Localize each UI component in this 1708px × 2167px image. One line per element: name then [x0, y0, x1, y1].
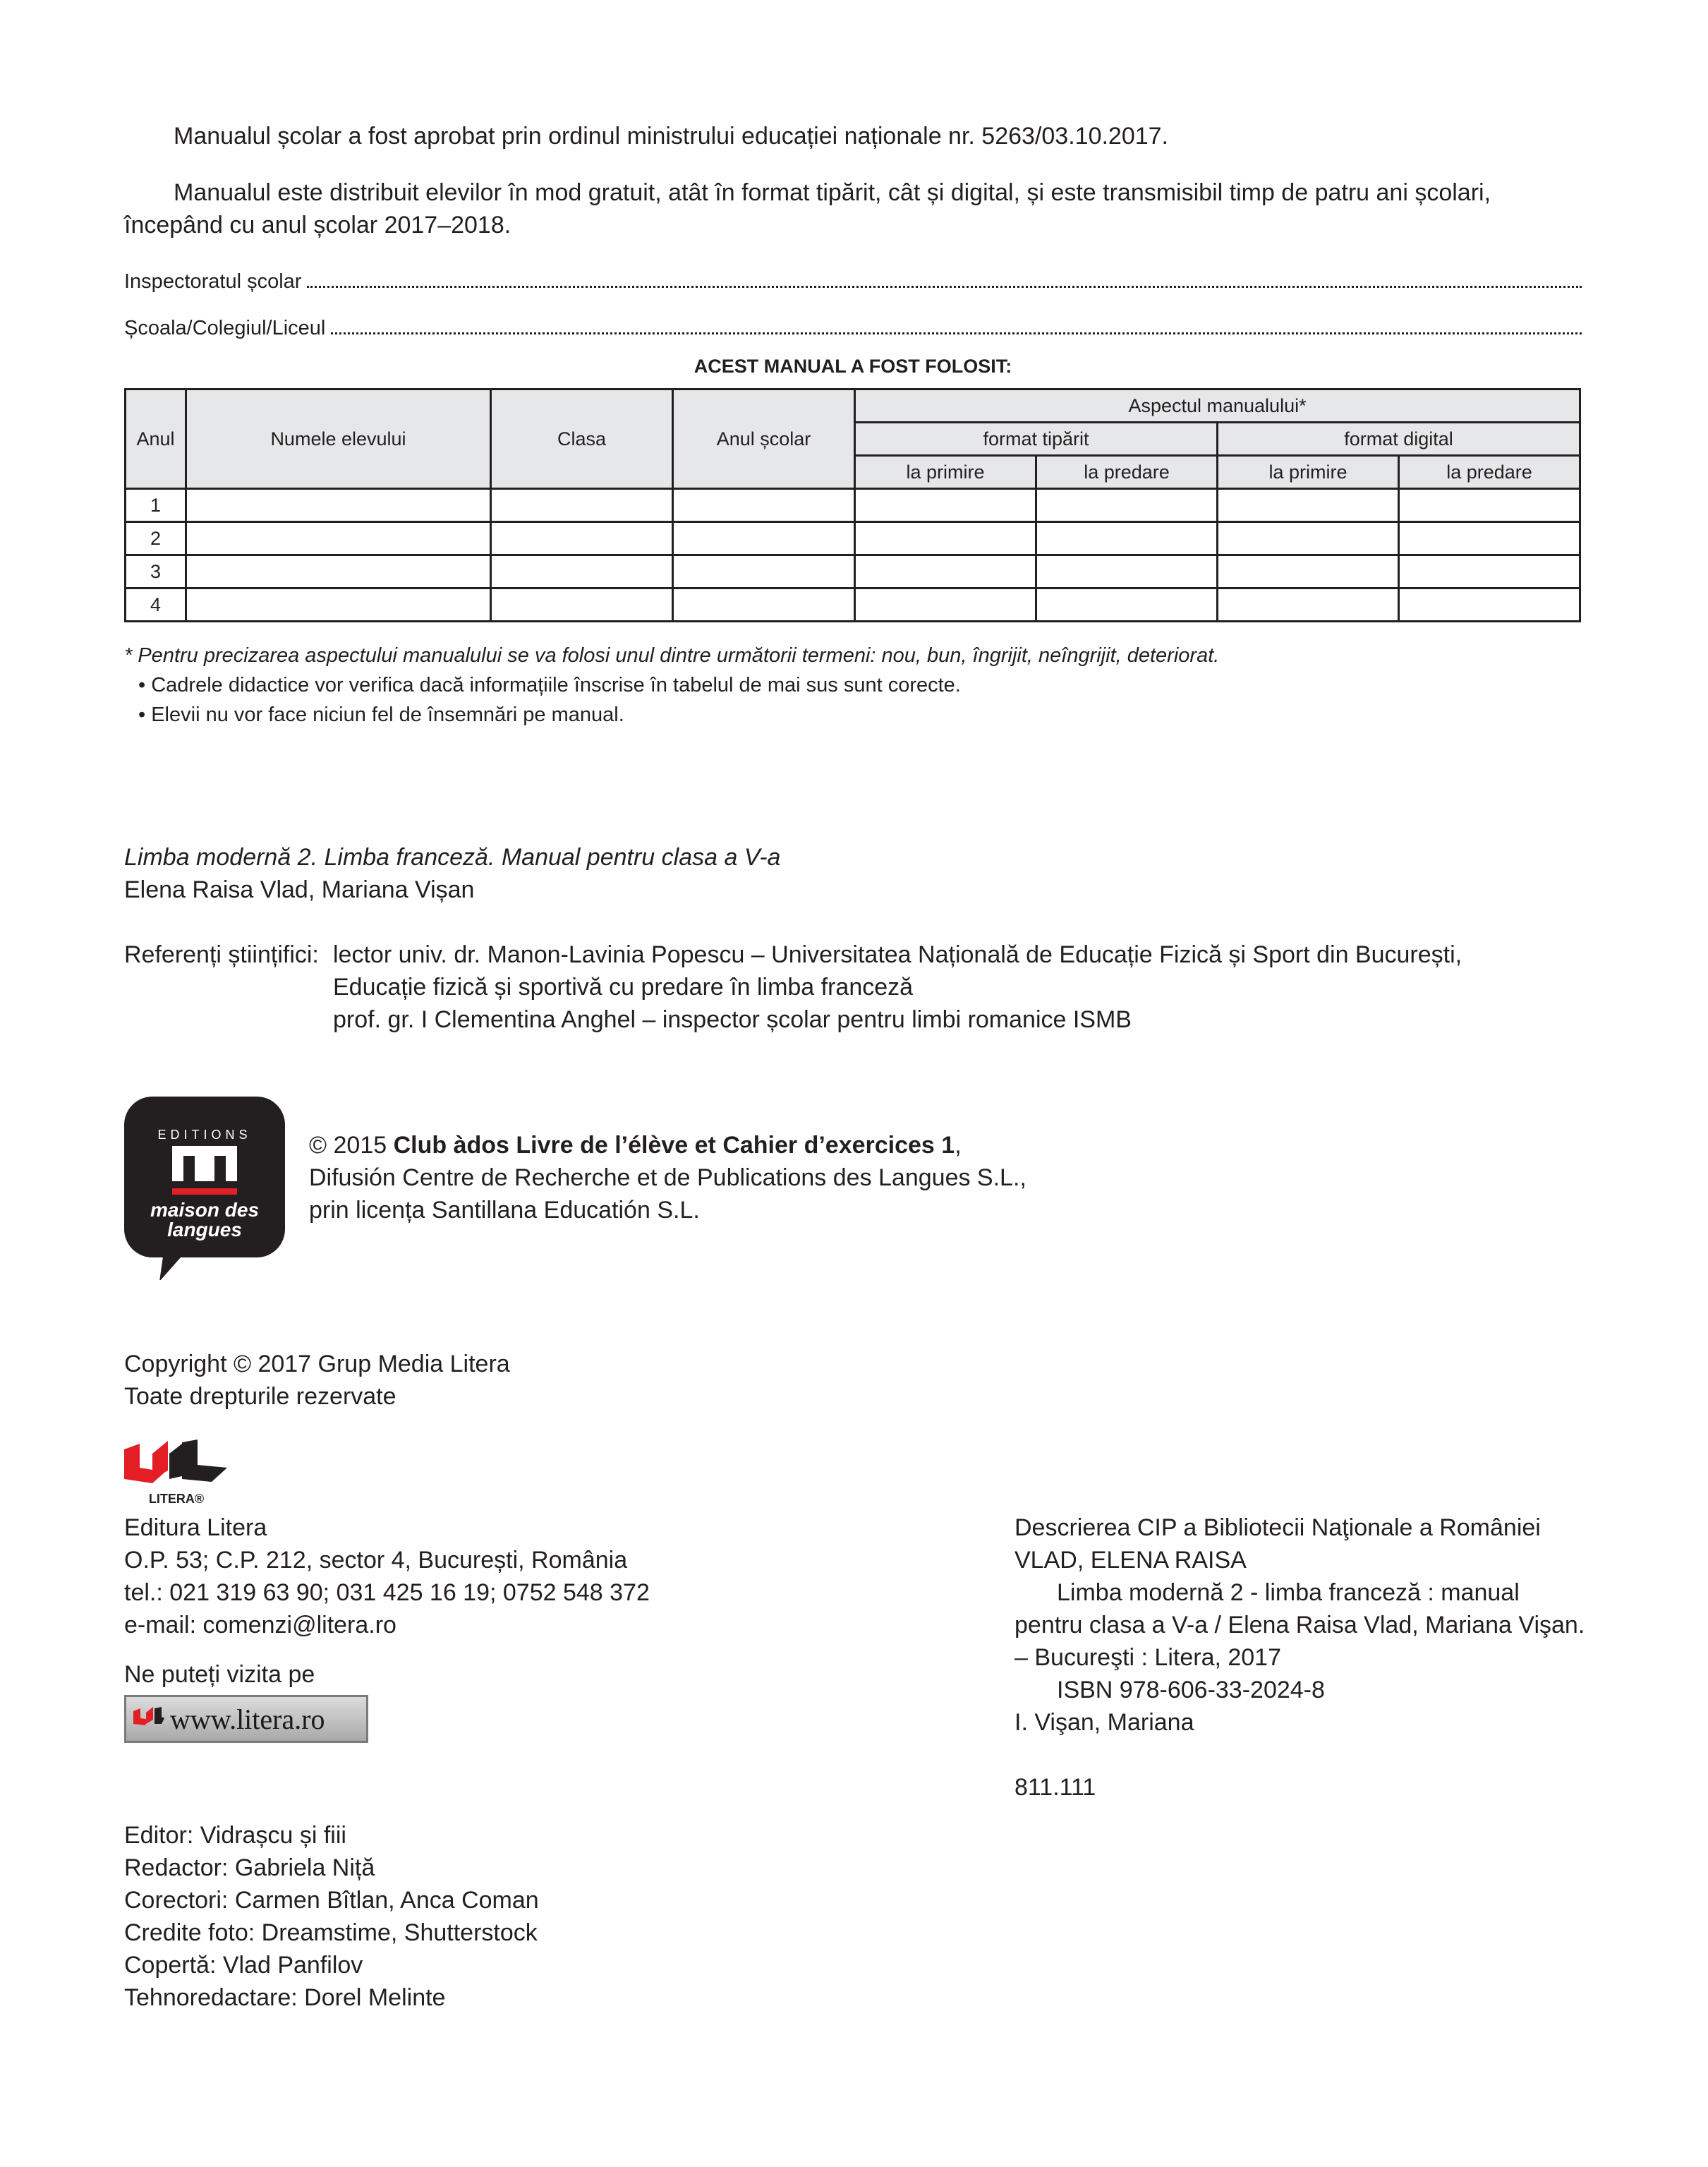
- footnote: * Pentru precizarea aspectului manualului se va folosi unul dintre următorii termeni: nou, bun, îngrijit, neîngrijit, deteriorat.: [124, 644, 1220, 667]
- cell-tiparit-predare[interactable]: [1036, 555, 1218, 588]
- cip-classification: 811.111: [1014, 1774, 1096, 1801]
- row-number: 2: [126, 522, 186, 555]
- cell-digital-primire[interactable]: [1218, 489, 1399, 522]
- copyright-line: Copyright © 2017 Grup Media Litera: [124, 1351, 510, 1377]
- cell-digital-primire[interactable]: [1218, 555, 1399, 588]
- cell-digital-predare[interactable]: [1399, 588, 1580, 622]
- note-bullet: • Elevii nu vor face niciun fel de însemnări pe manual.: [138, 704, 624, 726]
- header-format-digital: format digital: [1218, 423, 1580, 456]
- cell-anul-scolar[interactable]: [673, 489, 855, 522]
- cell-anul-scolar[interactable]: [673, 588, 855, 622]
- row-number: 1: [126, 489, 186, 522]
- cell-clasa[interactable]: [491, 489, 673, 522]
- credit-coperta: Copertă: Vlad Panfilov: [124, 1952, 363, 1979]
- cell-tiparit-primire[interactable]: [855, 555, 1036, 588]
- cell-digital-primire[interactable]: [1218, 522, 1399, 555]
- table-row: [126, 555, 1580, 588]
- header-format-tiparit: format tipărit: [855, 423, 1218, 456]
- header-digital-primire: la primire: [1218, 456, 1399, 489]
- website-link[interactable]: www.litera.ro: [170, 1703, 325, 1735]
- row-number: 4: [126, 588, 186, 622]
- langues-text: langues: [167, 1219, 242, 1241]
- cell-nume[interactable]: [186, 489, 491, 522]
- litera-small-logo-icon: [133, 1707, 164, 1731]
- header-clasa: Clasa: [491, 390, 673, 489]
- header-aspect: Aspectul manualului*: [855, 390, 1580, 423]
- cell-tiparit-predare[interactable]: [1036, 588, 1218, 622]
- book-title: Limba modernă 2. Limba franceză. Manual pentru clasa a V-a: [124, 844, 781, 871]
- cell-digital-predare[interactable]: [1399, 489, 1580, 522]
- header-anul: Anul: [126, 390, 186, 489]
- header-tiparit-primire: la primire: [855, 456, 1036, 489]
- register-table: [124, 388, 1581, 622]
- cell-nume[interactable]: [186, 555, 491, 588]
- credit-tehnoredactare: Tehnoredactare: Dorel Melinte: [124, 1984, 446, 2011]
- credit-corectori: Corectori: Carmen Bîtlan, Anca Coman: [124, 1887, 539, 1914]
- inspectorat-field[interactable]: [124, 265, 1582, 294]
- credit-foto: Credite foto: Dreamstime, Shutterstock: [124, 1919, 538, 1946]
- publisher-email: e-mail: comenzi@litera.ro: [124, 1612, 396, 1638]
- scoala-field[interactable]: [124, 312, 1582, 340]
- scoala-label: Școala/Colegiul/Liceul: [124, 317, 326, 339]
- book-authors: Elena Raisa Vlad, Mariana Vișan: [124, 876, 475, 903]
- cell-anul-scolar[interactable]: [673, 522, 855, 555]
- cell-tiparit-primire[interactable]: [855, 489, 1036, 522]
- license-line3: prin licența Santillana Educatión S.L.: [309, 1197, 700, 1224]
- rights-line: Toate drepturile rezervate: [124, 1383, 396, 1410]
- cip-line: ISBN 978-606-33-2024-8: [1057, 1677, 1325, 1703]
- cell-tiparit-predare[interactable]: [1036, 522, 1218, 555]
- cip-line: Limba modernă 2 - limba franceză : manual: [1057, 1579, 1520, 1606]
- approval-text: Manualul școlar a fost aprobat prin ordinul ministrului educației naționale nr. 5263/03.10.2017.: [174, 123, 1169, 150]
- website-button[interactable]: [124, 1695, 368, 1743]
- cell-tiparit-primire[interactable]: [855, 522, 1036, 555]
- referents-label: Referenți științifici:: [124, 941, 319, 968]
- inspectorat-label: Inspectoratul școlar: [124, 270, 302, 293]
- license-prefix: © 2015: [309, 1132, 394, 1159]
- cell-nume[interactable]: [186, 588, 491, 622]
- inspectorat-dots: [307, 286, 1582, 288]
- license-bold-title: Club àdos Livre de l’élève et Cahier d’exercices 1: [393, 1132, 955, 1159]
- maison-des-langues-logo: [124, 1097, 285, 1280]
- header-digital-predare: la predare: [1399, 456, 1580, 489]
- credit-editor: Editor: Vidrașcu și fiii: [124, 1822, 346, 1849]
- referent-line: lector univ. dr. Manon-Lavinia Popescu – Universitatea Națională de Educație Fizică și Sport din București,: [333, 941, 1462, 968]
- cell-digital-predare[interactable]: [1399, 555, 1580, 588]
- credit-redactor: Redactor: Gabriela Niță: [124, 1854, 375, 1881]
- register-title: ACEST MANUAL A FOST FOLOSIT:: [694, 356, 1012, 377]
- header-anul-scolar: Anul școlar: [673, 390, 855, 489]
- visit-label: Ne puteți vizita pe: [124, 1661, 315, 1688]
- register-notes: [124, 641, 1219, 730]
- cell-digital-predare[interactable]: [1399, 522, 1580, 555]
- cip-line: – Bucureşti : Litera, 2017: [1014, 1644, 1282, 1671]
- cell-clasa[interactable]: [491, 555, 673, 588]
- cell-digital-primire[interactable]: [1218, 588, 1399, 622]
- license-line2: Difusión Centre de Recherche et de Publications des Langues S.L.,: [309, 1164, 1026, 1191]
- referent-line: Educație fizică și sportivă cu predare în limba franceză: [333, 974, 914, 1001]
- editions-text: EDITIONS: [157, 1128, 252, 1142]
- header-tiparit-predare: la predare: [1036, 456, 1218, 489]
- cell-clasa[interactable]: [491, 522, 673, 555]
- cell-clasa[interactable]: [491, 588, 673, 622]
- cell-tiparit-predare[interactable]: [1036, 489, 1218, 522]
- litera-logo: [124, 1439, 229, 1507]
- table-row: [126, 588, 1580, 622]
- distribution-text: Manualul este distribuit elevilor în mod gratuit, atât în format tipărit, cât și digital, și este transmisibil timp de patru ani școlari, începând cu anul școlar 2017–2018.: [124, 179, 1491, 239]
- note-bullet: • Cadrele didactice vor verifica dacă informațiile înscrise în tabelul de mai sus sunt corecte.: [138, 674, 961, 696]
- cip-line: pentru clasa a V-a / Elena Raisa Vlad, Mariana Vişan.: [1014, 1612, 1585, 1638]
- header-nume: Numele elevului: [186, 390, 491, 489]
- publisher-address: O.P. 53; C.P. 212, sector 4, București, România: [124, 1547, 628, 1574]
- maison-text: maison des: [150, 1199, 260, 1221]
- referent-line: prof. gr. I Clementina Anghel – inspector școlar pentru limbi romanice ISMB: [333, 1006, 1132, 1033]
- publisher-tel: tel.: 021 319 63 90; 031 425 16 19; 0752 548 372: [124, 1579, 650, 1606]
- cip-line: VLAD, ELENA RAISA: [1014, 1547, 1247, 1574]
- cip-line: Descrierea CIP a Bibliotecii Naţionale a României: [1014, 1514, 1541, 1541]
- license-line1: [309, 1129, 962, 1161]
- litera-logo-text: LITERA®: [148, 1492, 205, 1506]
- table-row: [126, 522, 1580, 555]
- cell-tiparit-primire[interactable]: [855, 588, 1036, 622]
- cell-nume[interactable]: [186, 522, 491, 555]
- license-suffix: ,: [955, 1132, 962, 1159]
- table-row: [126, 489, 1580, 522]
- cip-line: I. Vişan, Mariana: [1014, 1709, 1194, 1736]
- publisher-name: Editura Litera: [124, 1514, 267, 1541]
- row-number: 3: [126, 555, 186, 588]
- cell-anul-scolar[interactable]: [673, 555, 855, 588]
- scoala-dots: [331, 332, 1582, 334]
